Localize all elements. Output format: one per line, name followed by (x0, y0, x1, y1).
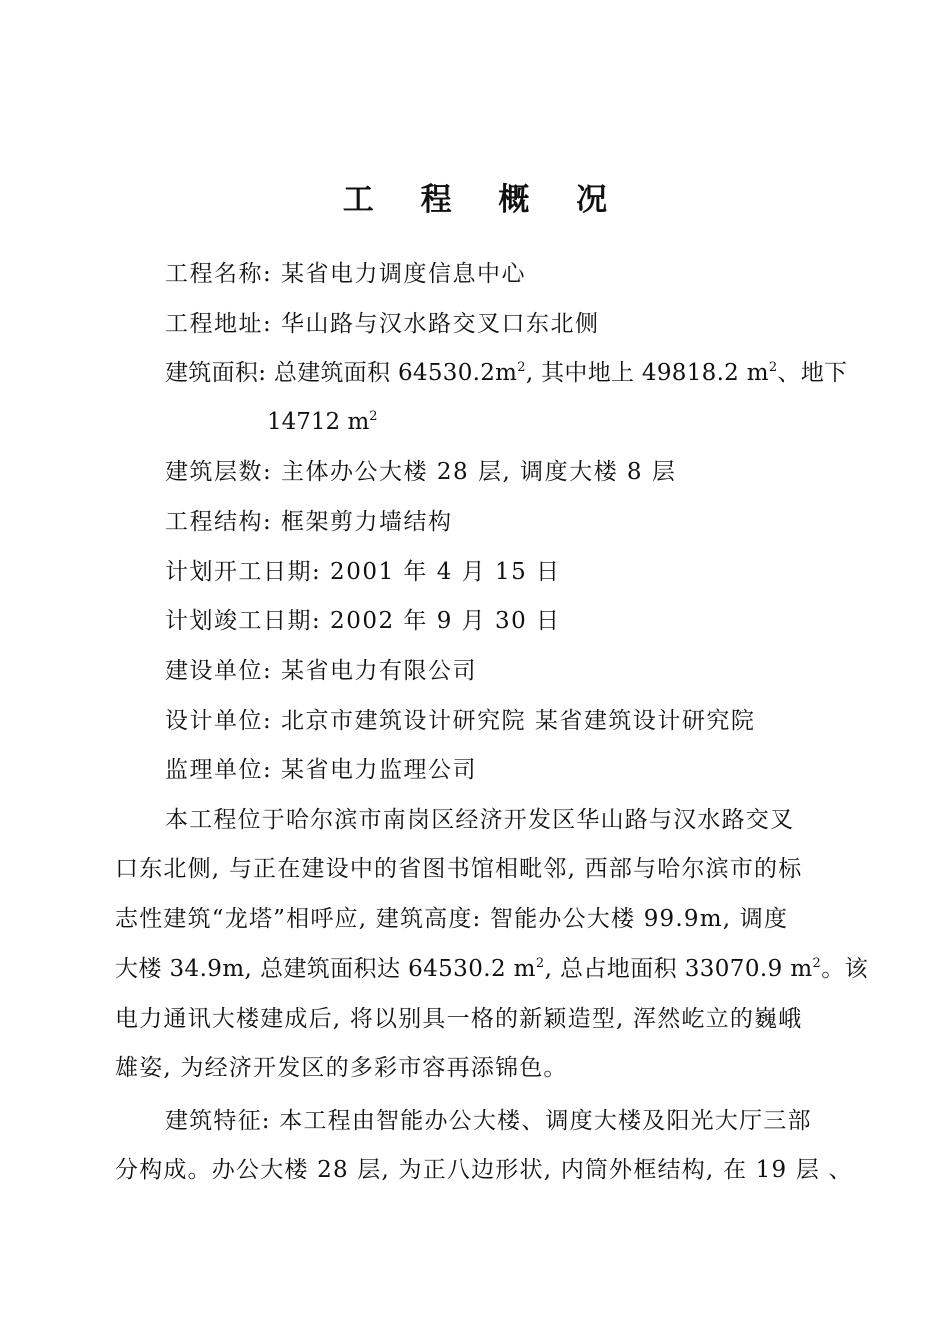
building-floors: 建筑层数: 主体办公大楼 28 层, 调度大楼 8 层 (165, 459, 677, 485)
planned-start-date: 计划开工日期: 2001 年 4 月 15 日 (165, 559, 561, 585)
project-name: 工程名称: 某省电力调度信息中心 (165, 261, 527, 287)
superscript: 2 (517, 360, 526, 375)
area-label: 建筑面积: 总建筑面积 64530.2m (165, 360, 518, 386)
superscript: 2 (812, 956, 822, 971)
superscript: 2 (535, 956, 545, 971)
paragraph-1-line-5: 电力通讯大楼建成后, 将以别具一格的新颖造型, 浑然屹立的巍峨 (115, 1006, 803, 1032)
building-area (165, 357, 847, 389)
construction-unit: 建设单位: 某省电力有限公司 (165, 658, 478, 684)
p1-l4a: 大楼 34.9m, 总建筑面积达 64530.2 m (115, 956, 536, 982)
paragraph-1-line-6: 雄姿, 为经济开发区的多彩市容再添锦色。 (115, 1055, 568, 1081)
project-structure: 工程结构: 框架剪力墙结构 (165, 509, 453, 535)
paragraph-1-line-2: 口东北侧, 与正在建设中的省图书馆相毗邻, 西部与哈尔滨市的标 (115, 856, 803, 882)
page-title: 工 程 概 况 (342, 182, 626, 218)
paragraph-2-line-2: 分构成。办公大楼 28 层, 为正八边形状, 内筒外框结构, 在 19 层 、 (115, 1157, 853, 1183)
superscript: 2 (369, 409, 378, 424)
paragraph-1-line-1: 本工程位于哈尔滨市南岗区经济开发区华山路与汉水路交叉 (165, 807, 795, 833)
p1-l4c: 。该 (821, 956, 869, 982)
planned-finish-date: 计划竣工日期: 2002 年 9 月 30 日 (165, 608, 561, 634)
paragraph-2-line-1: 建筑特征: 本工程由智能办公大楼、调度大楼及阳光大厅三部 (165, 1108, 812, 1134)
p1-l4b: , 总占地面积 33070.9 m (544, 956, 813, 982)
project-address: 工程地址: 华山路与汉水路交叉口东北侧 (165, 311, 600, 337)
design-unit: 设计单位: 北京市建筑设计研究院 某省建筑设计研究院 (165, 708, 756, 734)
paragraph-1-line-4 (115, 953, 869, 985)
paragraph-1-line-3: 志性建筑“龙塔”相呼应, 建筑高度: 智能办公大楼 99.9m, 调度 (115, 906, 789, 932)
area-cont: 14712 m (267, 409, 370, 435)
supervision-unit: 监理单位: 某省电力监理公司 (165, 757, 478, 783)
building-area-continued (267, 406, 378, 438)
area-tail: 、地下 (777, 360, 848, 386)
area-mid: , 其中地上 49818.2 m (525, 360, 769, 386)
superscript: 2 (768, 360, 778, 375)
